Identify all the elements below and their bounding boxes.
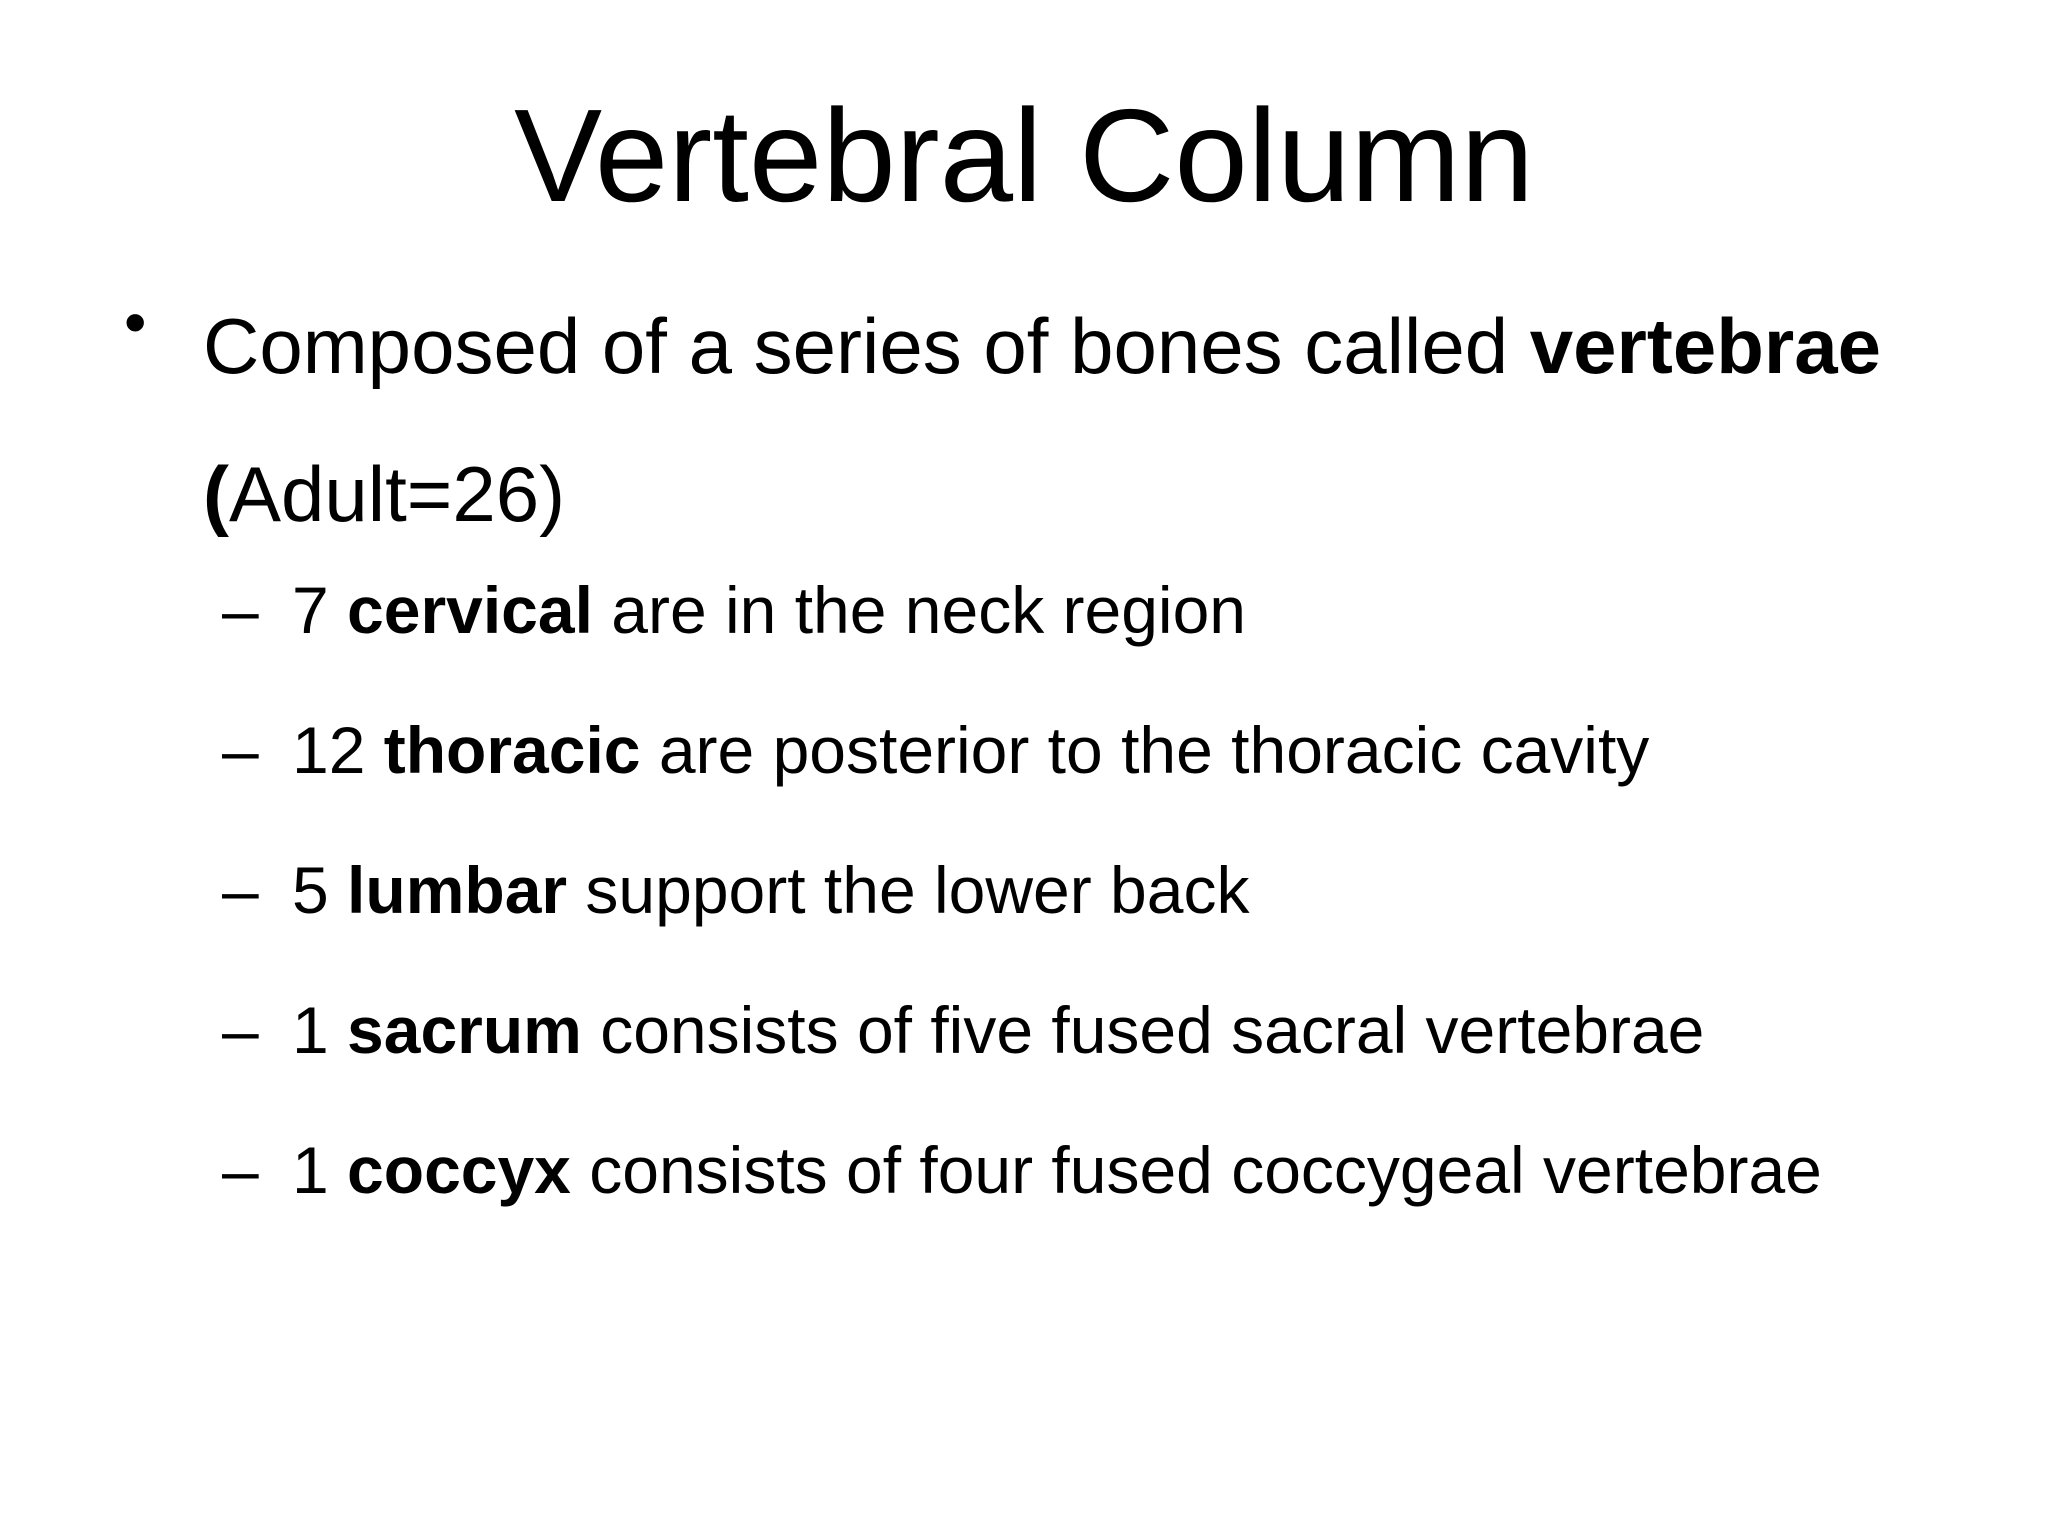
bullet-text-lead: Composed of a series of bones called: [203, 302, 1530, 390]
sub-bullet-sacrum: [0, 980, 2048, 1080]
sub-bullet-cervical: [0, 560, 2048, 660]
sub-bullet-text: [292, 980, 1704, 1080]
sub-bullet-thoracic: [0, 700, 2048, 800]
dash-glyph: –: [222, 713, 259, 787]
sub-bullet-text: [292, 1120, 1822, 1220]
dash-glyph: –: [222, 1133, 259, 1207]
sub-rest: consists of five fused sacral vertebrae: [581, 993, 1705, 1067]
bullet-text: [203, 272, 2003, 568]
bullet-glyph: •: [124, 286, 147, 358]
sub-term: cervical: [347, 573, 593, 647]
sub-rest: support the lower back: [567, 853, 1250, 927]
sub-number: 1: [292, 1133, 348, 1207]
dash-glyph: –: [222, 853, 259, 927]
dash-glyph: –: [222, 573, 259, 647]
sub-term: sacrum: [347, 993, 582, 1067]
sub-number: 1: [292, 993, 348, 1067]
sub-bullet-text: [292, 700, 1649, 800]
bullet-bold-term: vertebrae: [1529, 302, 1881, 390]
sub-term: lumbar: [347, 853, 568, 927]
dash-glyph: –: [222, 993, 259, 1067]
sub-term: coccyx: [347, 1133, 571, 1207]
sub-number: 5: [292, 853, 348, 927]
sub-number: 7: [292, 573, 348, 647]
sub-number: 12: [292, 713, 384, 787]
sub-bullet-coccyx: [0, 1120, 2048, 1220]
sub-rest: are in the neck region: [592, 573, 1247, 647]
sub-rest: are posterior to the thoracic cavity: [640, 713, 1650, 787]
bullet-line2-text: Adult=26): [228, 450, 566, 538]
sub-rest: consists of four fused coccygeal vertebrae: [570, 1133, 1822, 1207]
sub-bullet-text: [292, 560, 1246, 660]
slide-title: Vertebral Column: [514, 82, 1534, 229]
main-bullet: [0, 272, 2048, 572]
sub-term: thoracic: [383, 713, 641, 787]
bullet-open-paren: (: [203, 450, 229, 538]
sub-bullet-lumbar: [0, 840, 2048, 940]
sub-bullet-text: [292, 840, 1249, 940]
